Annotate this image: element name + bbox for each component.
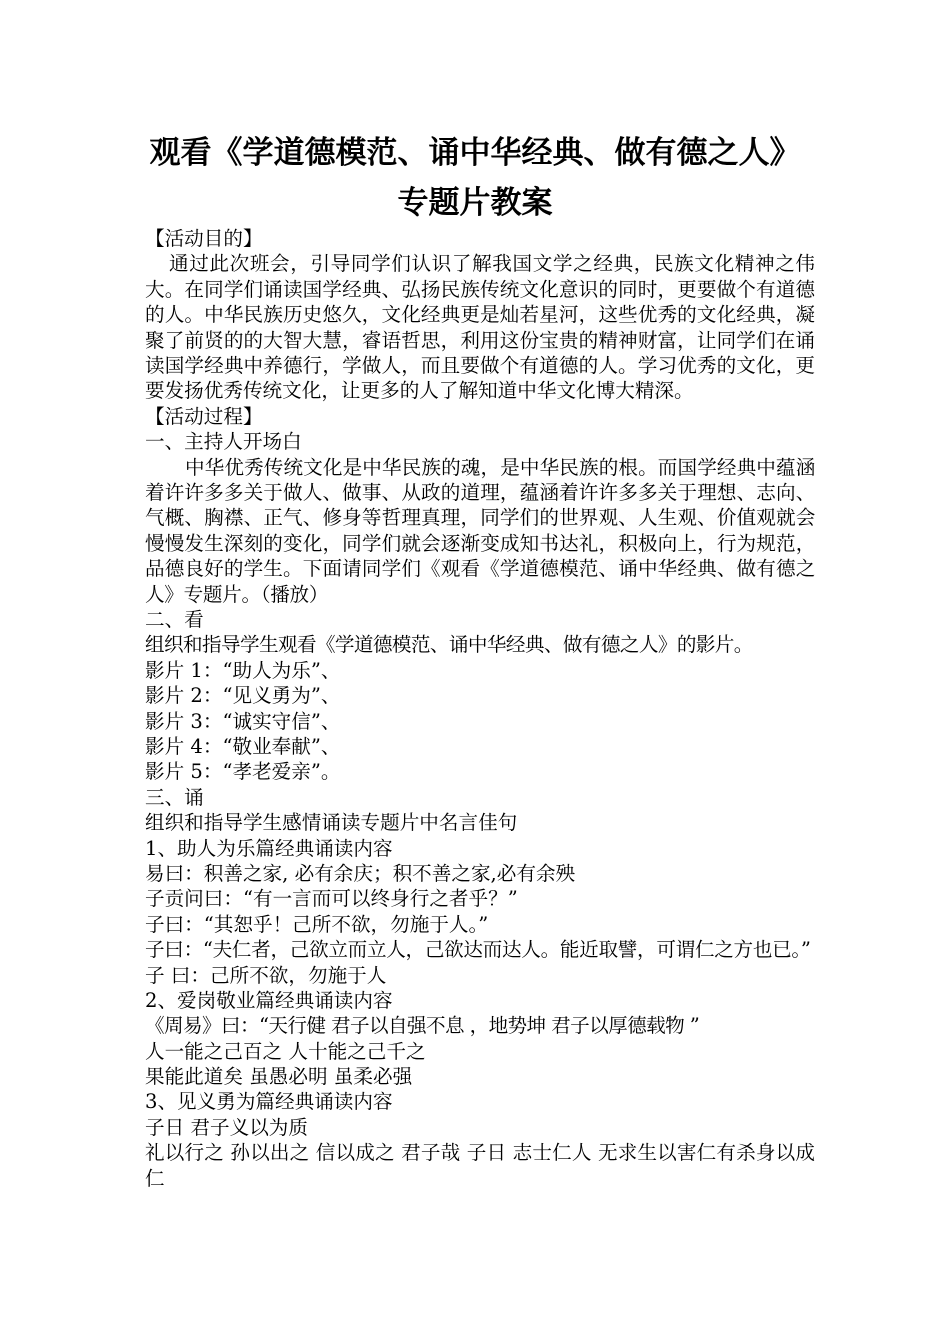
step-1-heading: 一、主持人开场白 — [145, 430, 302, 454]
step-3-text: 组织和指导学生感情诵读专题片中名言佳句 — [145, 811, 518, 835]
section-heading-process: 【活动过程】 — [145, 404, 263, 428]
quote-line: 易曰：积善之家, 必有余庆；积不善之家,必有余殃 — [145, 861, 576, 885]
step-1-paragraph: 中华优秀传统文化是中华民族的魂，是中华民族的根。而国学经典中蕴涵着许许多多关于做人、做事、从政的道理，蕴涵着许许多多关于理想、志向、气概、胸襟、正气、修身等哲理真理，同学们的世界观、人生观、价值观就会慢慢发生深刻的变化，同学们就会逐渐变成知书达礼，积极向上，行为规范，品德良好的学生。下面请同学们《观看《学道德模范、诵中华经典、做有德之人》专题片。（播放） — [145, 455, 815, 606]
quote-line: 果能此道矣 虽愚必明 虽柔必强 — [145, 1065, 413, 1089]
part-1-heading: 1、助人为乐篇经典诵读内容 — [145, 836, 393, 860]
document-body — [145, 226, 815, 1191]
quote-line: 子日 君子义以为质 — [145, 1115, 308, 1139]
part-3-heading: 3、见义勇为篇经典诵读内容 — [145, 1090, 393, 1114]
quote-line: 人一能之己百之 人十能之己千之 — [145, 1039, 426, 1063]
quote-line: 子贡问曰：“有一言而可以终身行之者乎？” — [145, 887, 518, 911]
document-title-line-1: 观看《学道德模范、诵中华经典、做有德之人》 — [149, 135, 801, 171]
quote-line: 《周易》曰：“天行健 君子以自强不息 ，地势坤 君子以厚德载物 ” — [145, 1014, 700, 1038]
purpose-paragraph: 通过此次班会，引导同学们认识了解我国文学之经典，民族文化精神之伟大。在同学们诵读国学经典、弘扬民族传统文化意识的同时，更要做个有道德的人。中华民族历史悠久，文化经典更是灿若星河，这些优秀的文化经典，凝聚了前贤的的大智大慧，睿语哲思，利用这份宝贵的精神财富，让同学们在诵读国学经典中养德行，学做人，而且要做个有道德的人。学习优秀的文化，更要发扬优秀传统文化，让更多的人了解知道中华文化博大精深。 — [145, 252, 815, 403]
step-2-text: 组织和指导学生观看《学道德模范、诵中华经典、做有德之人》的影片。 — [145, 633, 753, 657]
quote-line: 子曰：“其恕乎！己所不欲，勿施于人。” — [145, 912, 489, 936]
section-heading-purpose: 【活动目的】 — [145, 227, 263, 250]
document-title-line-2: 专题片教案 — [397, 185, 553, 221]
quote-line: 子 曰：己所不欲，勿施于人 — [145, 963, 387, 987]
quote-line: 礼以行之 孙以出之 信以成之 君子哉 子日 志士仁人 无求生以害仁有杀身以成仁 — [145, 1141, 815, 1190]
film-item: 影片 3：“诚实守信”、 — [145, 709, 341, 733]
film-item: 影片 2：“见义勇为”、 — [145, 684, 341, 708]
step-2-heading: 二、看 — [145, 608, 204, 632]
film-item: 影片 1：“助人为乐”、 — [145, 658, 341, 682]
part-2-heading: 2、爱岗敬业篇经典诵读内容 — [145, 988, 393, 1012]
film-item: 影片 4：“敬业奉献”、 — [145, 735, 341, 758]
quote-line: 子曰：“夫仁者，己欲立而立人，己欲达而达人。能近取譬，可谓仁之方也已。” — [145, 938, 811, 962]
step-3-heading: 三、诵 — [145, 785, 204, 809]
film-item: 影片 5：“孝老爱亲”。 — [145, 760, 341, 784]
